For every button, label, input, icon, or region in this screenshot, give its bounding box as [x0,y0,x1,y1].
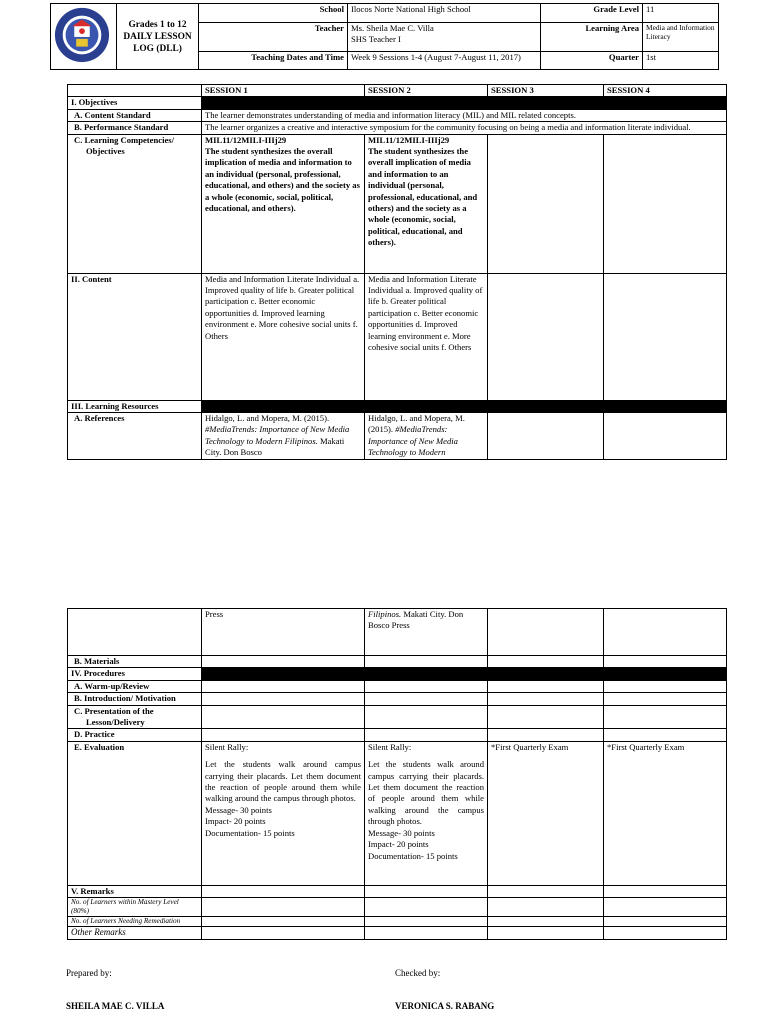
competencies-label: C. Learning Competencies/ Objectives [68,134,202,273]
ref-s1-publisher: Makati City. Don Bosco [205,435,345,458]
remarks-label: V. Remarks [68,885,202,897]
content-s2: Media and Information Literate Individual a. Improved quality of life b. Greater political participation c. Better economic opportunities d. Improved learning environment e. More cohesive social units f. Others [365,273,488,400]
session-1-header: SESSION 1 [202,85,365,97]
references-s1 [202,413,365,460]
intro-s4 [604,693,727,705]
competency-s1 [202,134,365,273]
eval-body-s2: Let the students walk around campus carrying their placards. Let them document the reaction of people around them while walking around the campus through photos. [368,759,484,827]
evaluation-label: E. Evaluation [68,741,202,885]
quarter-value: 1st [643,51,719,70]
other-s4 [604,927,727,939]
ref-s1-author: Hidalgo, L. and Mopera, M. (2015). [205,413,330,424]
session-4-header: SESSION 4 [604,85,727,97]
eval-point-2-s2: Impact- 20 points [368,839,429,850]
competency-code-s2: MIL11/12MILI-IIIj29 [368,134,450,145]
remediation-s2 [365,917,488,927]
other-remarks-label: Other Remarks [68,927,202,939]
evaluation-s4: *First Quarterly Exam [604,741,727,885]
intro-s2 [365,693,488,705]
procedures-bar [202,668,727,680]
presentation-s3 [488,705,604,729]
evaluation-s1 [202,741,365,885]
materials-s1 [202,656,365,668]
competency-text-s1: The student synthesizes the overall implication of media and information to an individual (personal, professional, educational, and others) and the society as a whole (economic, social, political, educational, and others). [205,146,360,214]
remarks-s1 [202,885,365,897]
remediation-label: No. of Learners Needing Remediation [68,917,202,927]
references-cont-s2 [365,609,488,656]
references-label: A. References [68,413,202,460]
ref-s2-publisher: Makati City. Don Bosco Press [368,609,464,631]
dates-value: Week 9 Sessions 1-4 (August 7-August 11, 2017) [348,51,541,70]
competency-code-s1: MIL11/12MILI-IIIj29 [205,134,287,145]
competency-text-s2: The student synthesizes the overall implication of media and information to an individual (personal, professional, educational, and others) and the society as a whole (economic, social, political, educational, and others). [368,146,478,248]
references-cont-s1: Press [202,609,365,656]
deped-seal-cell [51,4,117,70]
remediation-s3 [488,917,604,927]
references-s4 [604,413,727,460]
references-s2 [365,413,488,460]
ref-s1-title: #MediaTrends: Importance of New Media Technology to Modern Filipinos. [205,424,350,446]
warmup-s4 [604,680,727,692]
deped-seal-icon [53,6,111,64]
session-2-header: SESSION 2 [365,85,488,97]
performance-standard-label: B. Performance Standard [68,122,202,134]
quarter-label: Quarter [541,51,643,70]
grade-value: 11 [643,4,719,23]
teacher-name: Ms. Sheila Mae C. Villa [351,22,434,33]
content-standard-label: A. Content Standard [68,109,202,121]
dll-title [117,4,199,70]
content-label: II. Content [68,273,202,400]
performance-standard-text: The learner organizes a creative and interactive symposium for the community focusing on being a media and information literate individual. [202,122,727,134]
eval-point-3-s2: Documentation- 15 points [368,850,458,861]
evaluation-s2 [365,741,488,885]
mastery-s1 [202,898,365,917]
header-table [50,3,719,70]
references-cont-label [68,609,202,656]
remarks-s2 [365,885,488,897]
intro-s3 [488,693,604,705]
school-value: Ilocos Norte National High School [348,4,541,23]
practice-s4 [604,729,727,741]
references-cont-s4 [604,609,727,656]
warmup-s1 [202,680,365,692]
mastery-s2 [365,898,488,917]
practice-s1 [202,729,365,741]
content-s3 [488,273,604,400]
eval-point-2-s1: Impact- 20 points [205,816,266,827]
title-line-3: LOG (DLL) [133,43,182,54]
practice-label: D. Practice [68,729,202,741]
objectives-label: I. Objectives [68,97,202,109]
teacher-value [348,22,541,51]
school-label: School [199,4,348,23]
remediation-s1 [202,917,365,927]
grade-label: Grade Level [541,4,643,23]
competency-s2 [365,134,488,273]
presentation-label: C. Presentation of the Lesson/Delivery [68,705,202,729]
checked-by-label: Checked by: [395,968,441,978]
lesson-table-part-1 [67,84,727,460]
remediation-s4 [604,917,727,927]
procedures-label: IV. Procedures [68,668,202,680]
mastery-s4 [604,898,727,917]
prepared-by-name: SHEILA MAE C. VILLA [66,1001,165,1011]
dates-label: Teaching Dates and Time [199,51,348,70]
materials-s2 [365,656,488,668]
teacher-label: Teacher [199,22,348,51]
ref-s2-title-cont: Filipinos. [368,609,402,619]
warmup-s2 [365,680,488,692]
eval-title-s2: Silent Rally: [368,741,412,752]
resources-bar [202,400,727,412]
objectives-bar [202,97,727,109]
mastery-label: No. of Learners within Mastery Level (80%) [68,898,202,917]
remarks-s4 [604,885,727,897]
eval-point-1-s1: Message- 30 points [205,804,272,815]
eval-point-3-s1: Documentation- 15 points [205,827,295,838]
session-3-header: SESSION 3 [488,85,604,97]
materials-label: B. Materials [68,656,202,668]
warmup-label: A. Warm-up/Review [68,680,202,692]
materials-s4 [604,656,727,668]
content-s1: Media and Information Literate Individual a. Improved quality of life b. Greater political participation c. Better economic opportunities d. Improved learning environment e. More cohesive social units f. Others [202,273,365,400]
teacher-position: SHS Teacher I [351,33,401,44]
practice-s2 [365,729,488,741]
references-s3 [488,413,604,460]
competency-s3 [488,134,604,273]
prepared-by-label: Prepared by: [66,968,112,978]
competency-s4 [604,134,727,273]
title-line-2: DAILY LESSON [123,31,192,42]
presentation-s1 [202,705,365,729]
ref-s2-author: Hidalgo, L. and Mopera, M. (2015). [368,413,465,435]
eval-title-s1: Silent Rally: [205,741,249,752]
presentation-s2 [365,705,488,729]
references-cont-s3 [488,609,604,656]
checked-by-name: VERONICA S. RABANG [395,1001,495,1011]
resources-label: III. Learning Resources [68,400,202,412]
intro-s1 [202,693,365,705]
blank-header-cell [68,85,202,97]
warmup-s3 [488,680,604,692]
area-label: Learning Area [541,22,643,51]
eval-body-s1: Let the students walk around campus carrying their placards. Let them document the reaction of people around them while walking around the campus through photos. [205,759,361,804]
other-s1 [202,927,365,939]
evaluation-s3: *First Quarterly Exam [488,741,604,885]
title-line-1: Grades 1 to 12 [128,19,187,30]
materials-s3 [488,656,604,668]
intro-label: B. Introduction/ Motivation [68,693,202,705]
lesson-table-part-2 [67,608,727,940]
other-s3 [488,927,604,939]
eval-point-1-s2: Message- 30 points [368,827,435,838]
other-s2 [365,927,488,939]
mastery-s3 [488,898,604,917]
practice-s3 [488,729,604,741]
area-value: Media and Information Literacy [643,22,719,51]
presentation-s4 [604,705,727,729]
ref-s2-title: #MediaTrends: Importance of New Media Technology to Modern [368,424,458,458]
content-s4 [604,273,727,400]
remarks-s3 [488,885,604,897]
content-standard-text: The learner demonstrates understanding of media and information literacy (MIL) and MIL related concepts. [202,109,727,121]
